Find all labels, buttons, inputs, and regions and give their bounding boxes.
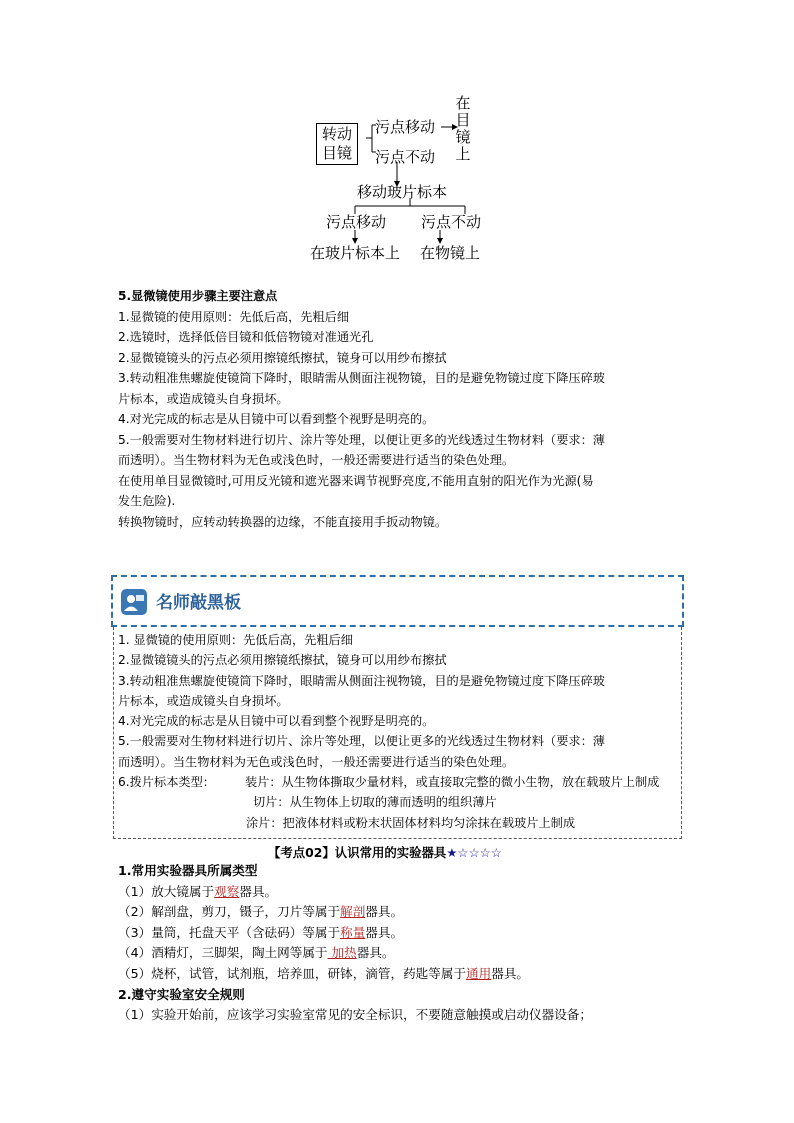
note-item6-a-text: 装片：从生物体撕取少量材料，或直接取完整的微小生物，放在载玻片上制成 <box>244 775 660 790</box>
rotate-eyepiece-box: 转动目镜 <box>316 123 358 165</box>
item-key: 解剖 <box>340 904 366 920</box>
part-2-title: 2.遵守实验室安全规则 <box>118 986 245 1002</box>
item-text: 器具。 <box>491 965 530 981</box>
right-branch-label: 污点不动 <box>421 213 482 231</box>
section-5 <box>118 286 688 532</box>
section-5-line: 2.选镜时，选择低倍目镜和低倍物镜对准通光孔 <box>118 330 374 344</box>
note-item6-label: 6.拨片标本类型： <box>118 775 215 790</box>
banner-title: 名师敲黑板 <box>156 593 241 613</box>
item-text: （5）烧杯，试管，试剂瓶，培养皿，研钵，滴管，药匙等属于 <box>118 965 467 981</box>
note-line: 2.显微镜镜头的污点必须用擦镜纸擦拭，镜身可以用纱布擦拭 <box>118 653 447 668</box>
section-5-line: 片标本，或造成镜头自身损坏。 <box>118 391 289 406</box>
note-line: 5.一般需要对生物材料进行切片、涂片等处理，以便让更多的光线透过生物材料（要求：薄 <box>118 734 605 749</box>
difficulty-stars: ★☆☆☆☆ <box>446 845 502 860</box>
right-result-label: 在物镜上 <box>420 244 481 262</box>
item-text: 器具。 <box>239 883 278 899</box>
item-key: 称量 <box>340 924 366 940</box>
lower-branch-label: 污点不动 <box>375 148 436 166</box>
part-2-line: （1）实验开始前，应该学习实验室常见的安全标识，不要随意触摸或启动仪器设备； <box>118 1007 592 1023</box>
part-1-item <box>118 902 688 923</box>
note-line: 片标本，或造成镜头自身损坏。 <box>118 693 289 708</box>
upper-result-label: 在目镜上 <box>455 94 471 163</box>
item-key: 通用 <box>466 965 492 981</box>
note-item6-c-text: 涂片：把液体材料或粉末状固体材料均匀涂抹在载玻片上制成 <box>246 815 576 830</box>
upper-branch-label: 污点移动 <box>375 118 436 136</box>
left-result-label: 在玻片标本上 <box>310 244 401 262</box>
note-item6-b-text: 切片：从生物体上切取的薄而透明的组织薄片 <box>253 795 497 810</box>
kaodian-label: 【考点02】认识常用的实验器具 <box>268 845 447 860</box>
note-item6-b <box>118 792 718 812</box>
item-text: （1）放大镜属于 <box>118 883 215 899</box>
section-5-line: 5.一般需要对生物材料进行切片、涂片等处理，以便让更多的光线透过生物材料（要求：薄 <box>118 432 605 447</box>
section-5-line: 而透明）。当生物材料为无色或浅色时，一般还需要进行适当的染色处理。 <box>118 453 515 467</box>
section-5-line: 发生危险). <box>118 494 176 508</box>
teacher-icon <box>121 589 147 615</box>
section-5-line: 3.转动粗准焦螺旋使镜筒下降时，眼睛需从侧面注视物镜，目的是避免物镜过度下降压碎玻 <box>118 371 605 385</box>
part-1-item <box>118 943 688 964</box>
teacher-tips-banner <box>111 575 684 627</box>
section-5-line: 2.显微镜镜头的污点必须用擦镜纸擦拭，镜身可以用纱布擦拭 <box>118 350 447 365</box>
item-text: （4）酒精灯，三脚架，陶土网等属于 <box>118 945 328 961</box>
left-branch-label: 污点移动 <box>326 213 387 231</box>
part-1-item <box>118 882 688 903</box>
kaodian-heading <box>268 843 502 861</box>
part-1-item <box>118 923 688 944</box>
note-line: 4.对光完成的标志是从目镜中可以看到整个视野是明亮的。 <box>118 714 435 729</box>
equipment-section <box>118 861 688 1026</box>
part-1-item <box>118 964 688 985</box>
section-5-line: 在使用单目显微镜时,可用反光镜和遮光器来调节视野亮度,不能用直射的阳光作为光源(易 <box>118 473 594 488</box>
next-step-label: 移动玻片标本 <box>357 183 448 201</box>
note-item6-a <box>118 772 718 792</box>
item-key: 加热 <box>327 945 357 961</box>
item-text: （3）量筒，托盘天平（含砝码）等属于 <box>118 924 341 940</box>
section-5-title: 5.显微镜使用步骤主要注意点 <box>118 289 278 303</box>
section-5-line: 4.对光完成的标志是从目镜中可以看到整个视野是明亮的。 <box>118 412 435 426</box>
item-text: 器具。 <box>356 945 395 961</box>
note-line: 3.转动粗准焦螺旋使镜筒下降时，眼睛需从侧面注视物镜，目的是避免物镜过度下降压碎玻 <box>118 673 605 688</box>
item-text: 器具。 <box>365 904 404 920</box>
note-item6-c <box>118 813 718 833</box>
item-text: 器具。 <box>365 924 404 940</box>
item-text: （2）解剖盘，剪刀，镊子，刀片等属于 <box>118 904 341 920</box>
microscope-stain-diagram <box>300 90 500 270</box>
item-key: 观察 <box>214 883 240 899</box>
teacher-tips-notes <box>118 630 718 833</box>
section-5-line: 转换物镜时，应转动转换器的边缘，不能直接用手扳动物镜。 <box>118 514 448 529</box>
part-1-title: 1.常用实验器具所属类型 <box>118 863 258 878</box>
section-5-line: 1.显微镜的使用原则：先低后高，先粗后细 <box>118 309 350 324</box>
note-line: 而透明）。当生物材料为无色或浅色时，一般还需要进行适当的染色处理。 <box>118 754 515 769</box>
note-line: 1. 显微镜的使用原则：先低后高，先粗后细 <box>118 633 353 647</box>
